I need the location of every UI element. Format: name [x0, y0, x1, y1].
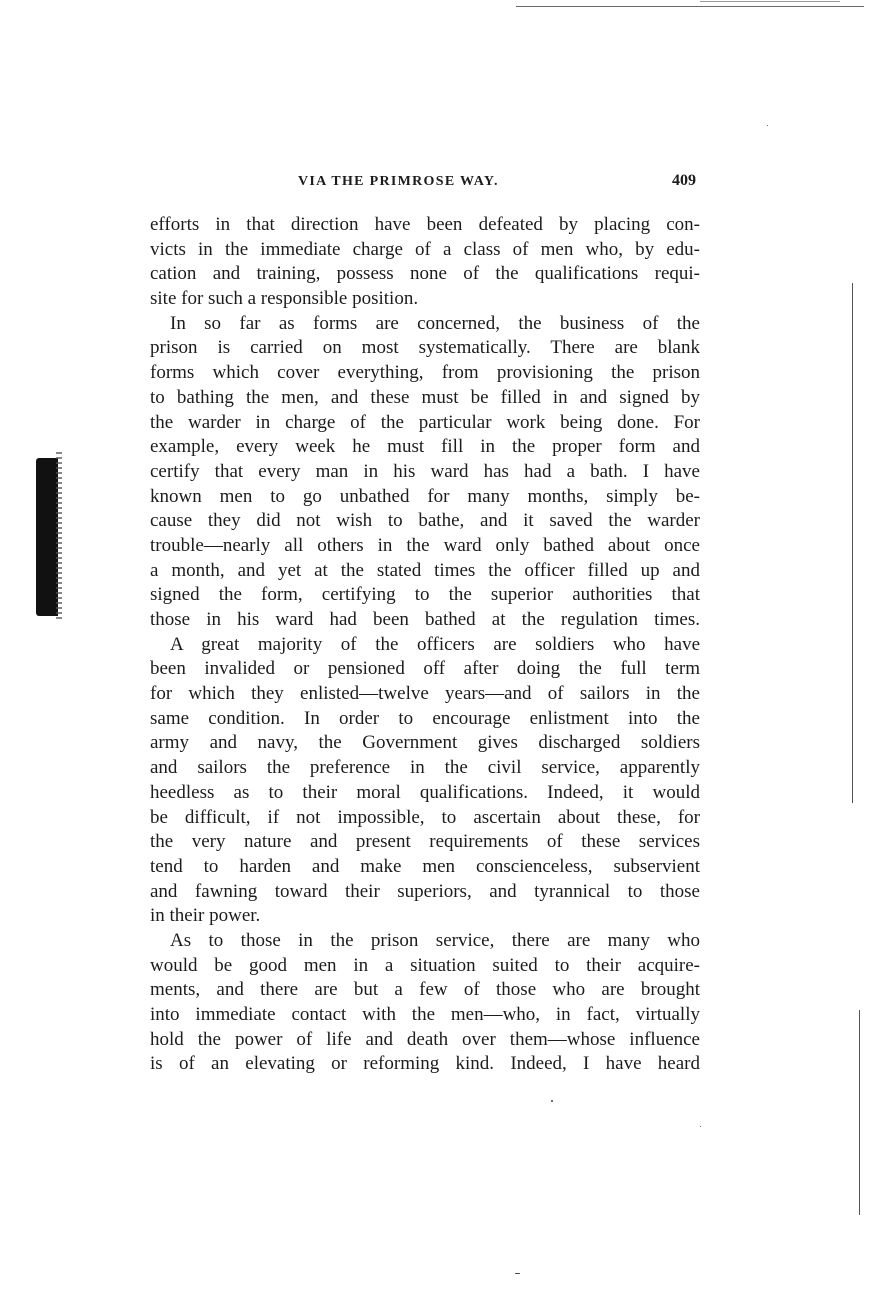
paragraph-2	[150, 312, 700, 633]
text-line: for which they enlisted—twelve years—and of sailors in the	[150, 683, 700, 705]
running-head-title: VIA THE PRIMROSE WAY.	[298, 174, 499, 189]
text-line: army and navy, the Government gives discharged soldiers	[150, 732, 700, 754]
running-head	[150, 172, 700, 196]
text-line: into immediate contact with the men—who, in fact, virtually	[150, 1004, 700, 1025]
text-line: hold the power of life and death over them—whose influence	[150, 1028, 700, 1050]
scan-speck	[515, 1273, 520, 1274]
text-line: cation and training, possess none of the qualifications requi-	[150, 263, 700, 285]
text-line: trouble—nearly all others in the ward only bathed about once	[150, 534, 700, 556]
text-line: those in his ward had been bathed at the regulation times.	[150, 609, 700, 630]
text-line: cause they did not wish to bathe, and it saved the warder	[150, 510, 700, 532]
text-line: tend to harden and make men conscienceless, subservient	[150, 855, 700, 877]
page-edge-rule	[852, 283, 853, 803]
text-line: and fawning toward their superiors, and tyrannical to those	[150, 880, 700, 902]
binding-shadow-core	[36, 458, 58, 616]
text-line: In so far as forms are concerned, the business of the	[170, 312, 700, 334]
body-text	[150, 213, 700, 1077]
paragraph-3	[150, 633, 700, 929]
paragraph-1	[150, 213, 700, 312]
binding-shadow	[32, 452, 62, 622]
text-line: known men to go unbathed for many months, simply be-	[150, 485, 700, 507]
text-line: is of an elevating or reforming kind. Indeed, I have heard	[150, 1053, 700, 1075]
text-line: efforts in that direction have been defeated by placing con-	[150, 214, 700, 235]
text-line: victs in the immediate charge of a class of men who, by edu-	[150, 238, 700, 260]
text-line: ments, and there are but a few of those who are brought	[150, 979, 700, 1001]
text-line: prison is carried on most systematically. There are blank	[150, 337, 700, 359]
text-line: example, every week he must fill in the proper form and	[150, 436, 700, 458]
text-line: certify that every man in his ward has had a bath. I have	[150, 460, 700, 482]
text-line: a month, and yet at the stated times the officer filled up and	[150, 559, 700, 581]
text-line: site for such a responsible position.	[150, 288, 419, 310]
text-line: to bathing the men, and these must be filled in and signed by	[150, 386, 700, 408]
page-edge-rule-lower	[859, 1010, 860, 1215]
scan-speck	[767, 125, 768, 126]
text-line: A great majority of the officers are soldiers who have	[170, 633, 700, 655]
text-line: forms which cover everything, from provisioning the prison	[150, 362, 700, 384]
scan-edge-line-secondary	[700, 1, 840, 2]
text-line: and sailors the preference in the civil service, apparently	[150, 757, 700, 779]
scan-speck	[700, 1126, 701, 1127]
page-number: 409	[672, 172, 696, 189]
text-line: signed the form, certifying to the superior authorities that	[150, 584, 700, 606]
scan-edge-line	[516, 6, 864, 7]
text-line: in their power.	[150, 905, 261, 927]
text-line: the warder in charge of the particular work being done. For	[150, 411, 700, 433]
text-line: would be good men in a situation suited to their acquire-	[150, 954, 700, 976]
binding-shadow-fringe	[56, 452, 62, 622]
text-line: been invalided or pensioned off after doing the full term	[150, 658, 700, 680]
text-line: As to those in the prison service, there are many who	[170, 929, 700, 951]
text-line: heedless as to their moral qualifications. Indeed, it would	[150, 781, 700, 803]
scan-speck	[551, 1100, 553, 1102]
paragraph-4	[150, 929, 700, 1077]
text-line: same condition. In order to encourage enlistment into the	[150, 707, 700, 729]
text-line: the very nature and present requirements of these services	[150, 831, 700, 853]
text-line: be difficult, if not impossible, to ascertain about these, for	[150, 806, 700, 828]
